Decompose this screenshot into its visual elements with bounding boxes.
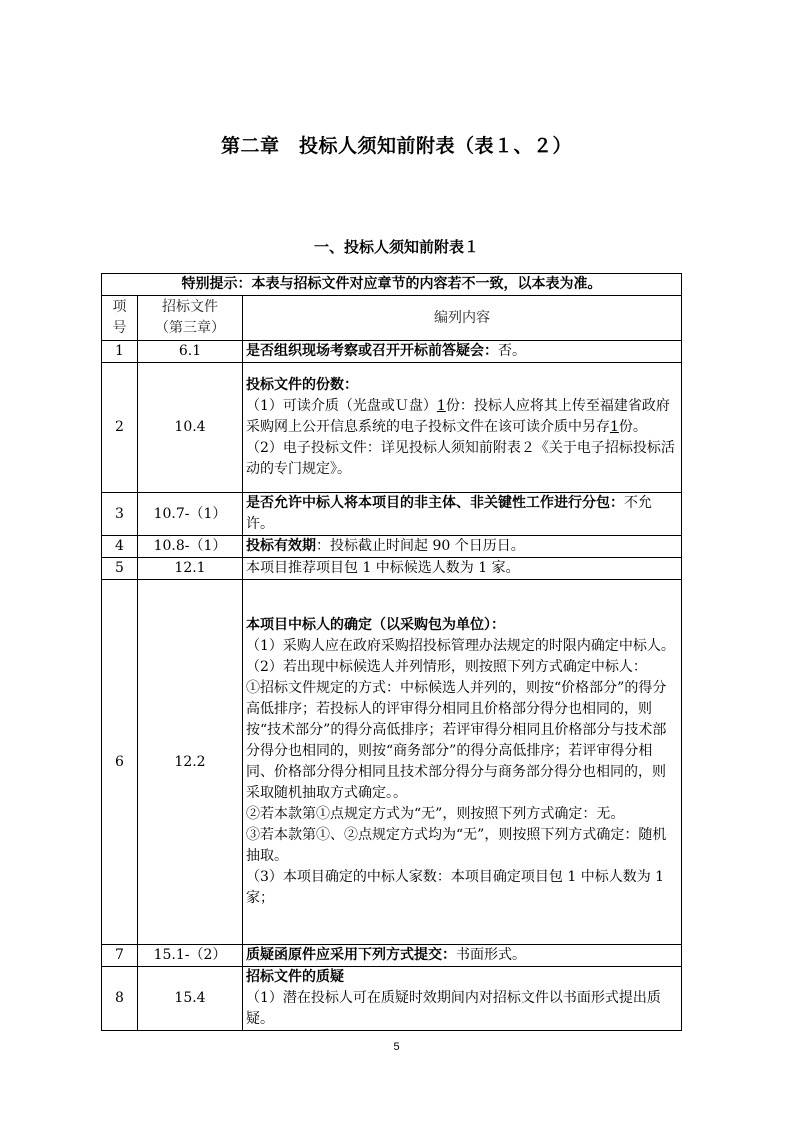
row-content <box>243 341 682 363</box>
table-row <box>102 363 682 493</box>
row-bold-label: 投标有效期 <box>246 538 316 554</box>
row-paragraph <box>246 396 678 438</box>
row-title: 投标文件的份数： <box>246 377 358 393</box>
chapter-title: 第二章 投标人须知前附表（表１、２） <box>220 135 572 157</box>
special-notice: 特别提示：本表与招标文件对应章节的内容若不一致，以本表为准。 <box>102 274 682 296</box>
row-paragraph: ③若本款第①、②点规定方式均为“无”，则按照下列方式确定：随机抽取。 <box>246 827 667 864</box>
row-bold-label: 质疑函原件应采用下列方式提交： <box>246 947 456 963</box>
table-row <box>102 580 682 945</box>
row-no: 3 <box>102 493 138 536</box>
row-ref: 6.1 <box>138 341 243 363</box>
header-item-no <box>102 296 138 341</box>
bidder-instructions-table <box>101 273 682 1031</box>
row-ref: 15.4 <box>138 967 243 1031</box>
row-paragraph: （1）潜在投标人可在质疑时效期间内对招标文件以书面形式提出质疑。 <box>246 990 661 1027</box>
row-ref: 12.1 <box>138 558 243 580</box>
row-no: 4 <box>102 536 138 558</box>
row-text: 书面形式。 <box>456 947 526 963</box>
row-paragraph: （2）若出现中标候选人并列情形，则按照下列方式确定中标人： <box>246 659 647 675</box>
table-row <box>102 945 682 967</box>
header-doc-ref-line2: （第三章） <box>155 320 225 336</box>
row-paragraph: ②若本款第①点规定方式为“无”，则按照下列方式确定：无。 <box>246 806 625 822</box>
row-no: 7 <box>102 945 138 967</box>
row-content <box>243 945 682 967</box>
row-ref: 10.4 <box>138 363 243 493</box>
text-segment: 份：投标人应将其上传至福建省政府采购网上公开信息系统的电子投标文件在该可读介质中另存 <box>246 398 670 435</box>
notice-row <box>102 274 682 296</box>
row-paragraph: （3）本项目确定的中标人家数：本项目确定项目包 1 中标人数为 1 家； <box>246 869 665 906</box>
row-no: 6 <box>102 580 138 945</box>
table-row <box>102 967 682 1031</box>
row-content <box>243 967 682 1031</box>
row-ref: 15.1-（2） <box>138 945 243 967</box>
section-title: 一、投标人须知前附表１ <box>313 238 479 256</box>
row-ref: 10.8-（1） <box>138 536 243 558</box>
row-paragraph: ①招标文件规定的方式：中标候选人并列的，则按“价格部分”的得分高低排序；若投标人的评审得分相同且价格部分得分也相同的，则按“技术部分”的得分高低排序；若评审得分相同且价格部分与技术部分得分也相同的，则按“商务部分”的得分高低排序；若评审得分相同、价格部分得分相同且技术部分得分与商务部分得分也相同的，则采取随机抽取方式确定。。 <box>246 680 667 801</box>
header-doc-ref-line1: 招标文件 <box>162 299 218 315</box>
row-ref: 10.7-（1） <box>138 493 243 536</box>
underlined-value: 1 <box>610 419 619 435</box>
row-title: 招标文件的质疑 <box>246 969 344 985</box>
row-no: 2 <box>102 363 138 493</box>
row-no: 1 <box>102 341 138 363</box>
row-content <box>243 493 682 536</box>
header-item-no-line2: 号 <box>112 320 127 336</box>
row-content <box>243 363 682 493</box>
text-segment: （1）可读介质（光盘或Ｕ盘） <box>246 398 437 414</box>
row-no: 5 <box>102 558 138 580</box>
header-row <box>102 296 682 341</box>
header-content: 编列内容 <box>243 296 682 341</box>
page-number: 5 <box>393 1041 400 1053</box>
row-text: 不允许。 <box>246 495 652 532</box>
table-row <box>102 493 682 536</box>
row-content <box>243 580 682 945</box>
row-no: 8 <box>102 967 138 1031</box>
row-title: 本项目中标人的确定（以采购包为单位）： <box>246 617 505 633</box>
header-doc-ref <box>138 296 243 341</box>
row-bold-label: 是否允许中标人将本项目的非主体、非关键性工作进行分包： <box>246 495 624 511</box>
row-bold-label: 是否组织现场考察或召开开标前答疑会： <box>246 343 498 359</box>
text-segment: 份。 <box>618 419 647 435</box>
table-row <box>102 558 682 580</box>
row-content: 本项目推荐项目包 1 中标候选人数为 1 家。 <box>243 558 682 580</box>
table-row <box>102 341 682 363</box>
row-text: ：投标截止时间起 90 个日历日。 <box>316 538 525 554</box>
header-item-no-line1: 项 <box>112 299 127 315</box>
table-row <box>102 536 682 558</box>
row-content <box>243 536 682 558</box>
row-ref: 12.2 <box>138 580 243 945</box>
row-paragraph: （1）采购人应在政府采购招投标管理办法规定的时限内确定中标人。 <box>246 638 675 654</box>
row-paragraph: （2）电子投标文件：详见投标人须知前附表２《关于电子招标投标活动的专门规定》。 <box>246 440 675 477</box>
row-text: 否。 <box>498 343 526 359</box>
underlined-value: 1 <box>436 398 446 414</box>
